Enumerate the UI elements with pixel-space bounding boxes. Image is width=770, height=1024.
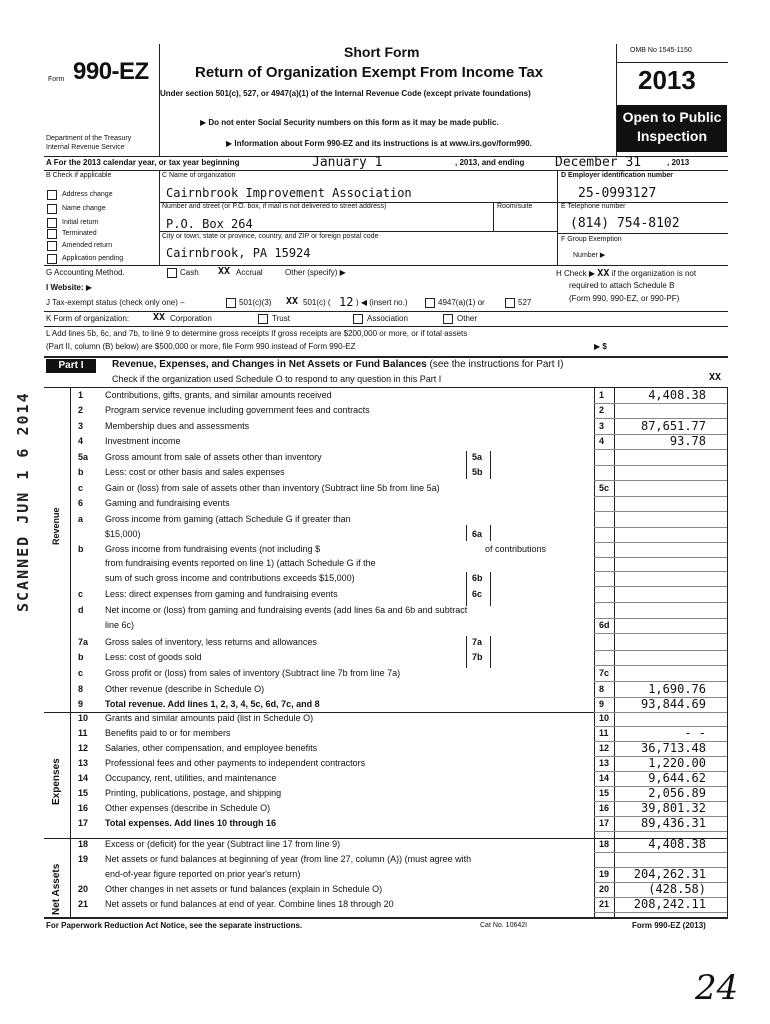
net-assets-side-label: Net Assets (51, 863, 62, 915)
line-divider (594, 602, 727, 603)
insert-no-label: ) ◀ (insert no.) (356, 298, 408, 307)
line-number: 14 (78, 773, 89, 783)
line-number: 2 (78, 405, 84, 415)
line-amount-field[interactable]: 39,801.32 (640, 801, 706, 815)
terminated-checkbox[interactable] (47, 229, 57, 239)
line-description: Occupancy, rent, utilities, and maintenance (105, 773, 277, 783)
line-box-label: 6b (472, 573, 483, 583)
application-pending-checkbox[interactable] (47, 254, 57, 264)
tax-year-begin[interactable]: January 1 (312, 155, 383, 170)
line-number: 9 (78, 699, 84, 709)
row-h-line3: (Form 990, 990-EZ, or 990-PF) (569, 294, 680, 303)
line-divider (594, 434, 727, 435)
line-box-label: 4 (599, 436, 605, 446)
accrual-checkmark[interactable]: XX (218, 266, 231, 277)
line-description: from fundraising events reported on line 1) (attach Schedule G if the (105, 558, 376, 568)
line-divider (594, 496, 727, 497)
line-box-label: 13 (599, 758, 610, 768)
4947-checkbox[interactable] (425, 298, 435, 308)
line-amount-field[interactable]: 4,408.38 (648, 837, 706, 851)
line-description: Less: cost or other basis and sales expenses (105, 467, 285, 477)
line-amount-field[interactable]: 87,651.77 (640, 419, 706, 433)
line-description: Gross income from fundraising events (not including $ (105, 544, 321, 554)
527-checkbox[interactable] (505, 298, 515, 308)
form-prefix: Form (48, 76, 65, 83)
cat-number: Cat No. 10642I (480, 922, 528, 929)
schedule-b-checkmark[interactable]: XX (597, 268, 610, 279)
line-divider (594, 557, 727, 558)
cash-checkbox[interactable] (167, 268, 177, 278)
scanned-stamp: SCANNED JUN 1 6 2014 (14, 391, 32, 612)
line-description: Other expenses (describe in Schedule O) (105, 803, 271, 813)
corporation-label: Corporation (170, 314, 212, 323)
line-divider (594, 650, 727, 651)
line-description: Grants and similar amounts paid (list in Schedule O) (105, 713, 314, 723)
room-suite-label: Room/suite (497, 203, 533, 210)
association-label: Association (367, 314, 408, 323)
line-amount-field[interactable]: 1,220.00 (648, 756, 706, 770)
name-change-checkbox[interactable] (47, 204, 57, 214)
line-number: 1 (78, 390, 84, 400)
handwritten-page-number: 24 (695, 968, 739, 1008)
line-divider (594, 586, 727, 587)
trust-checkbox[interactable] (258, 314, 268, 324)
line-number: 5a (78, 452, 89, 462)
line-amount-field[interactable]: 89,436.31 (640, 816, 706, 830)
accrual-label: Accrual (236, 268, 263, 277)
line-number: 7a (78, 637, 89, 647)
group-exemption-label: F Group Exemption (561, 236, 622, 243)
line-number: 15 (78, 788, 89, 798)
part-i-title: Revenue, Expenses, and Changes in Net Assets or Fund Balances (see the instructions for Part I) (112, 359, 564, 370)
line-divider (594, 403, 727, 404)
name-change-label: Name change (62, 205, 106, 212)
line-description: end-of-year figure reported on prior year's return) (105, 869, 301, 879)
line-description: Gross amount from sale of assets other than inventory (105, 452, 322, 462)
form-of-org-label: K Form of organization: (46, 314, 130, 323)
line-amount-field[interactable]: 93,844.69 (640, 697, 706, 711)
line-divider (594, 665, 727, 666)
ssn-note: ▶ Do not enter Social Security numbers on this form as it may be made public. (200, 118, 499, 127)
line-number: 6 (78, 498, 84, 508)
row-a-mid: , 2013, and ending (455, 158, 525, 167)
org-name-label: C Name of organization (162, 172, 236, 179)
line-description: Investment income (105, 436, 181, 446)
line-number: 18 (78, 839, 89, 849)
line-box-label: 11 (599, 728, 609, 738)
line-box-label: 7a (472, 637, 483, 647)
line-divider (594, 912, 727, 913)
line-description: Professional fees and other payments to independent contractors (105, 758, 366, 768)
line-box-label: 5c (599, 483, 610, 493)
line-box-label: 5b (472, 467, 483, 477)
line-divider (594, 571, 727, 572)
line-divider (594, 831, 727, 832)
line-amount-field[interactable]: 208,242.11 (633, 897, 706, 911)
line-divider (594, 480, 727, 481)
line-amount-field[interactable]: (428.58) (648, 882, 706, 896)
line-description: Benefits paid to or for members (105, 728, 231, 738)
form-footer-id: Form 990-EZ (2013) (632, 921, 706, 930)
revenue-side-label: Revenue (51, 507, 61, 545)
omb-number: OMB No 1545-1150 (630, 47, 692, 54)
line-box-label: 20 (599, 884, 610, 894)
line-box-label: 12 (599, 743, 610, 753)
line-number: 4 (78, 436, 84, 446)
trust-label: Trust (272, 314, 290, 323)
line-description: Gross sales of inventory, less returns and allowances (105, 637, 317, 647)
line-number: c (78, 483, 84, 493)
line-description: sum of such gross income and contributions exceeds $15,000) (105, 573, 355, 583)
line-number: 19 (78, 854, 89, 864)
accounting-method-label: G Accounting Method. (46, 268, 125, 277)
line-number: 11 (78, 728, 88, 738)
tax-year-end-year: , 2013 (667, 158, 690, 167)
line-description: Other revenue (describe in Schedule O) (105, 684, 265, 694)
ein-label: D Employer identification number (561, 172, 674, 179)
line-description: Gain or (loss) from sale of assets other than inventory (Subtract line 5b from line 5a) (105, 483, 440, 493)
line-amount-field[interactable]: 2,056.89 (648, 786, 706, 800)
line-number: d (78, 605, 84, 615)
line-description: Salaries, other compensation, and employee benefits (105, 743, 318, 753)
line-divider (594, 852, 727, 853)
line-number: c (78, 668, 84, 678)
line-box-label: 5a (472, 452, 483, 462)
line-divider (594, 618, 727, 619)
line-box-label: 16 (599, 803, 610, 813)
line-box-label: 14 (599, 773, 610, 783)
info-note: ▶ Information about Form 990-EZ and its instructions is at www.irs.gov/form990. (226, 139, 532, 148)
line-description: Program service revenue including government fees and contracts (105, 405, 370, 415)
line-number: a (78, 514, 84, 524)
section-b-label: B Check if applicable (46, 172, 112, 179)
row-h-line2: required to attach Schedule B (569, 281, 675, 290)
line-amount-field[interactable]: 9,644.62 (648, 771, 706, 785)
501c3-checkbox[interactable] (226, 298, 236, 308)
line-number: 13 (78, 758, 89, 768)
amended-return-checkbox[interactable] (47, 241, 57, 251)
501c-insert-number[interactable]: 12 (339, 295, 354, 309)
line-description: Total revenue. Add lines 1, 2, 3, 4, 5c, 6d, 7c, and 8 (105, 699, 320, 709)
line-box-label: 3 (599, 421, 605, 431)
line-box-label: 6a (472, 529, 483, 539)
501c-checkmark[interactable]: XX (286, 296, 299, 307)
line-box-label: 19 (599, 869, 610, 879)
line-box-label: 2 (599, 405, 605, 415)
row-a-label: A For the 2013 calendar year, or tax year beginning (46, 158, 240, 167)
initial-return-checkbox[interactable] (47, 218, 57, 228)
line-number: 12 (78, 743, 89, 753)
line-number: b (78, 467, 84, 477)
org-name[interactable]: Cairnbrook Improvement Association (166, 186, 412, 200)
line-box-label: 18 (599, 839, 610, 849)
association-checkbox[interactable] (353, 314, 363, 324)
line-box-label: 7b (472, 652, 483, 662)
title-short: Short Form (344, 44, 420, 60)
subtitle: Under section 501(c), 527, or 4947(a)(1) of the Internal Revenue Code (except private foundations) (160, 89, 531, 98)
line-description: Net income or (loss) from gaming and fundraising events (add lines 6a and 6b and subtract (105, 605, 468, 615)
line-box-label: 1 (599, 390, 605, 400)
line-divider (594, 527, 727, 528)
application-pending-label: Application pending (62, 255, 124, 262)
line-number: b (78, 544, 84, 554)
paperwork-notice: For Paperwork Reduction Act Notice, see the separate instructions. (46, 921, 303, 930)
line-divider (594, 712, 727, 713)
street-label: Number and street (or P.O. box, if mail is not delivered to street address) (162, 203, 387, 210)
line-number: c (78, 589, 84, 599)
line-description: Less: cost of goods sold (105, 652, 202, 662)
row-h-line1: H Check ▶ XX if the organization is not (556, 268, 697, 279)
527-label: 527 (518, 298, 532, 307)
line-description: Net assets or fund balances at end of year. Combine lines 18 through 20 (105, 899, 394, 909)
line-amount-field[interactable]: 36,713.48 (640, 741, 706, 755)
line-box-label: 7c (599, 668, 610, 678)
line-divider (594, 449, 727, 450)
phone-label: E Telephone number (561, 203, 626, 210)
line-divider (594, 633, 727, 634)
line-box-label: 21 (599, 899, 610, 909)
group-exemption-number[interactable]: Number ▶ (573, 252, 606, 259)
line-divider (594, 465, 727, 466)
part-i-tag: Part I (46, 359, 96, 373)
city-label: City or town, state or province, country, and ZIP or foreign postal code (162, 233, 379, 240)
address-change-label: Address change (62, 191, 113, 198)
row-l-line1: L Add lines 5b, 6c, and 7b, to line 9 to determine gross receipts If gross receipts are $200,000 or more, or if total assets (46, 329, 468, 338)
line-description: Printing, publications, postage, and shipping (105, 788, 282, 798)
tax-exempt-status-label: J Tax-exempt status (check only one) – (46, 298, 185, 307)
line-amount-field[interactable]: 93.78 (669, 434, 706, 448)
line-description: Other changes in net assets or fund balances (explain in Schedule O) (105, 884, 383, 894)
line-box-label: 6c (472, 589, 483, 599)
corporation-checkmark[interactable]: XX (153, 312, 166, 323)
phone-value[interactable]: (814) 754-8102 (570, 216, 680, 231)
cash-label: Cash (180, 268, 199, 277)
website-label[interactable]: I Website: ▶ (46, 283, 93, 292)
street-address[interactable]: P.O. Box 264 (166, 217, 253, 231)
other-org-label: Other (457, 314, 478, 323)
line-description: Net assets or fund balances at beginning of year (from line 27, column (A)) (must agree with (105, 854, 472, 864)
tax-year: 2013 (638, 65, 696, 95)
form-number: 990-EZ (73, 58, 149, 85)
line-number: 8 (78, 684, 84, 694)
expenses-side-label: Expenses (51, 758, 62, 805)
4947-label: 4947(a)(1) or (438, 298, 485, 307)
line-divider (594, 726, 727, 727)
line-divider (594, 511, 727, 512)
other-org-checkbox[interactable] (443, 314, 453, 324)
line-description: Total expenses. Add lines 10 through 16 (105, 818, 277, 828)
line-box-label: 17 (599, 818, 610, 828)
line-number: 16 (78, 803, 89, 813)
line-amount-field[interactable]: 4,408.38 (648, 388, 706, 402)
line-description: Gaming and fundraising events (105, 498, 230, 508)
line-number: 17 (78, 818, 89, 828)
row-l-line2: (Part II, column (B) below) are $500,000 or more, file Form 990 instead of Form 990-EZ (46, 342, 356, 351)
other-method-label: Other (specify) ▶ (285, 268, 346, 277)
line-box-label: 10 (599, 713, 610, 723)
schedule-o-checkmark[interactable]: XX (709, 372, 722, 383)
line-description: Gross income from gaming (attach Schedule G if greater than (105, 514, 351, 524)
terminated-label: Terminated (62, 230, 97, 237)
line-description: Contributions, gifts, grants, and similar amounts received (105, 390, 332, 400)
amended-return-label: Amended return (62, 242, 113, 249)
line-amount-field[interactable]: - - (684, 726, 706, 740)
open-to-public-badge: Open to Public Inspection (617, 105, 727, 152)
address-change-checkbox[interactable] (47, 190, 57, 200)
line-box-label: 15 (599, 788, 610, 798)
tax-year-end[interactable]: December 31 (555, 155, 642, 170)
line-number: 21 (78, 899, 89, 909)
line-number: 3 (78, 421, 84, 431)
ein-value[interactable]: 25-0993127 (578, 186, 657, 201)
line-description: Excess or (deficit) for the year (Subtract line 17 from line 9) (105, 839, 341, 849)
line-box-label: 8 (599, 684, 605, 694)
501c-label: 501(c) ( (303, 298, 331, 307)
dept-treasury: Department of the Treasury Internal Revenue Service (46, 135, 132, 151)
line-description: line 6c) (105, 620, 135, 630)
initial-return-label: Initial return (62, 219, 99, 226)
line-box-label: 9 (599, 699, 605, 709)
line-description: $15,000) (105, 529, 141, 539)
line-box-label: 6d (599, 620, 610, 630)
line-number: 10 (78, 713, 89, 723)
line-amount-field[interactable]: 1,690.76 (648, 682, 706, 696)
line-description: Less: direct expenses from gaming and fundraising events (105, 589, 338, 599)
line-description: Gross profit or (loss) from sales of inventory (Subtract line 7b from line 7a) (105, 668, 401, 678)
line-amount-field[interactable]: 204,262.31 (633, 867, 706, 881)
schedule-o-check-line: Check if the organization used Schedule O to respond to any question in this Part I (112, 374, 442, 384)
line-number: 20 (78, 884, 89, 894)
line-divider (594, 542, 727, 543)
501c3-label: 501(c)(3) (239, 298, 272, 307)
line-description: Membership dues and assessments (105, 421, 250, 431)
title-main: Return of Organization Exempt From Income Tax (195, 64, 544, 81)
line-extra-text: of contributions (485, 544, 547, 554)
gross-receipts-field[interactable]: ▶ $ (594, 342, 607, 351)
city-state-zip[interactable]: Cairnbrook, PA 15924 (166, 246, 311, 260)
line-number: b (78, 652, 84, 662)
